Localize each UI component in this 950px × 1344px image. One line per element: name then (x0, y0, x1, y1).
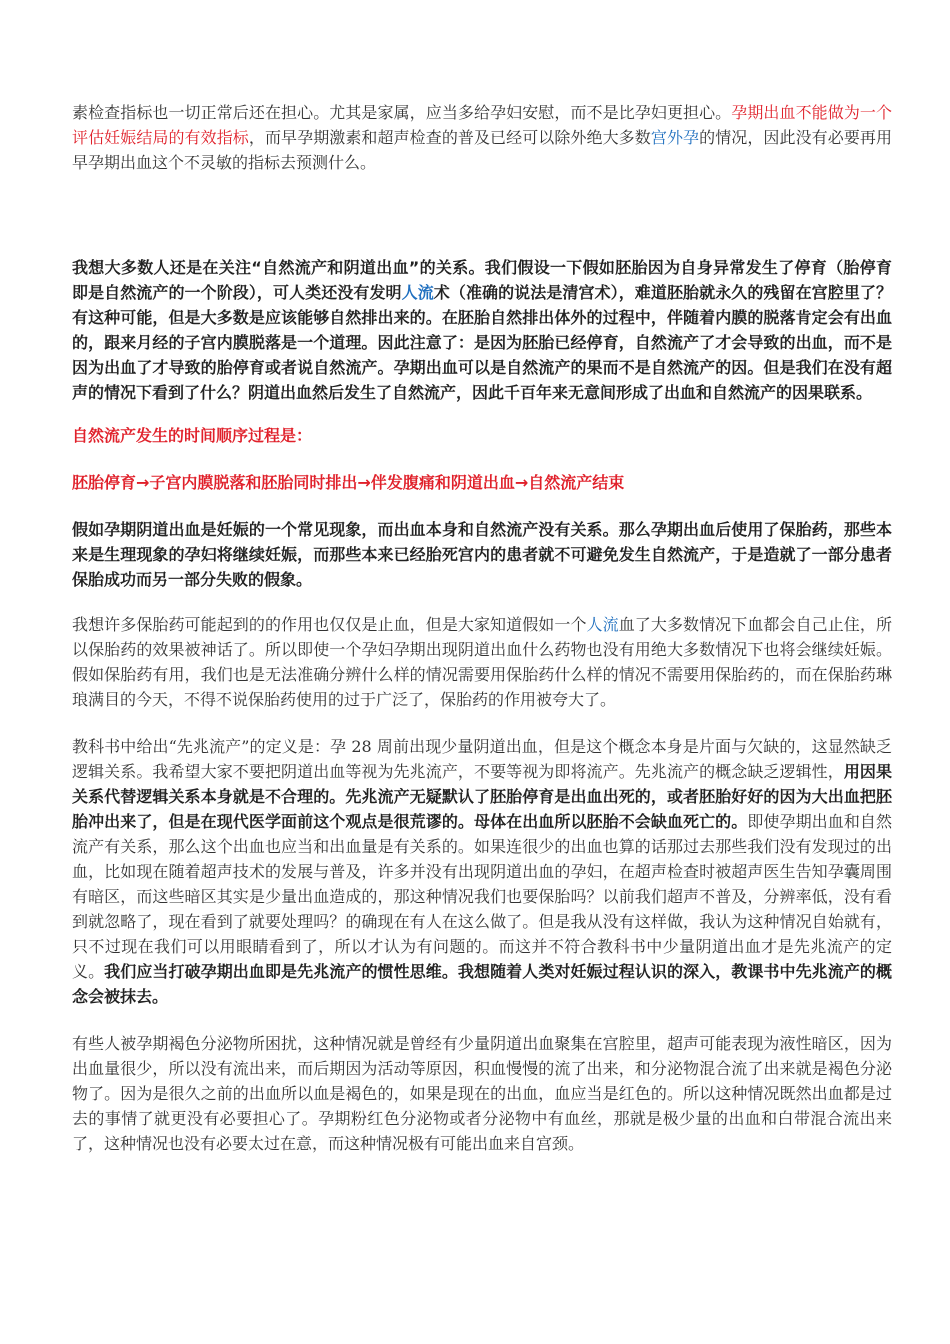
text-span: 血了大多数情况下血都会自己止住，所以保胎药的效果被神话了。所以即使一个孕妇孕期出现阴道出血什么药物也没有用绝大多数情况下也将会继续妊娠。假如保胎药有用，我们也是无法准确分辨什么样的情况需要用保胎药什么样的情况不需要用保胎药的，而在保胎药琳琅满目的今天，不得不说保胎药使用的过于广泛了，保胎药的作用被夸大了。 (72, 615, 892, 709)
paragraph-bleeding-relationship (72, 255, 892, 405)
text-span: 我想大多数人还是在关注“自然流产和阴道出血”的关系。我们假设一下假如胚胎因为自身异常发生了停育（胎停育即是自然流产的一个阶段），可人类还没有发明 (72, 258, 892, 302)
text-span: 即使孕期出血和自然流产有关系，那么这个出血也应当和出血量是有关系的。如果连很少的出血也算的话那过去那些我们没有发现过的出血，比如现在随着超声技术的发展与普及，许多并没有出现阴道出血的孕妇，在超声检查时被超声医生告知孕囊周围有暗区，而这些暗区其实是少量出血造成的，那这种情况我们也要保胎吗？以前我们超声不普及，分辨率低，没有看到就忽略了，现在看到了就要处理吗？的确现在有人在这么做了。但是我从没有这样做，我认为这种情况自始就有，只不过现在我们可以用眼睛看到了，所以才认为有问题的。而这并不符合教科书中少量阴道出血才是先兆流产的定义。 (72, 812, 892, 981)
text-span: 术（准确的说法是清宫术），难道胚胎就永久的残留在宫腔里了？有这种可能，但是大多数是应该能够自然排出来的。在胚胎自然排出体外的过程中，伴随着内膜的脱落肯定会有出血的，跟来月经的子宫内膜脱落是一个道理。因此注意了：是因为胚胎已经停育，自然流产了才会导致的出血，而不是因为出血了才导致的胎停育或者说自然流产。孕期出血可以是自然流产的果而不是自然流产的因。但是我们在没有超声的情况下看到了什么？阴道出血然后发生了自然流产，因此千百年来无意间形成了出血和自然流产的因果联系。 (72, 283, 892, 402)
text-span: 的情况，因此没有必要再用早孕期出血这个不灵敏的指标去预测什么。 (72, 128, 892, 172)
red-highlight: 孕期出血不能做为一个评估妊娠结局的有效指标 (72, 103, 892, 147)
text-span: 教科书中给出“先兆流产”的定义是：孕 28 周前出现少量阴道出血，但是这个概念本身是片面与欠缺的，这显然缺乏逻辑关系。我希望大家不要把阴道出血等视为先兆流产，不要等视为即将流产。先兆流产的概念缺乏逻辑性， (72, 737, 892, 781)
paragraph-brown-discharge: 有些人被孕期褐色分泌物所困扰，这种情况就是曾经有少量阴道出血聚集在宫腔里，超声可能表现为液性暗区，因为出血量很少，所以没有流出来，而后期因为活动等原因，积血慢慢的流了出来，和分泌物混合流了出来就是褐色分泌物了。因为是很久之前的出血所以血是褐色的，如果是现在的出血，血应当是红色的。所以这种情况既然出血都是过去的事情了就更没有必要担心了。孕期粉红色分泌物或者分泌物中有血丝，那就是极少量的出血和白带混合流出来了，这种情况也没有必要太过在意，而这种情况极有可能出血来自宫颈。 (72, 1034, 892, 1153)
paragraph-intro (72, 100, 892, 175)
link-abortion[interactable]: 人流 (401, 283, 434, 302)
document-body (72, 100, 892, 1176)
paragraph-textbook-definition (72, 734, 892, 1009)
bold-span: 我们应当打破孕期出血即是先兆流产的惯性思维。我想随着人类对妊娠过程认识的深入，教课书中先兆流产的概念会被抹去。 (72, 962, 892, 1006)
text-span: 素检查指标也一切正常后还在担心。尤其是家属，应当多给孕妇安慰，而不是比孕妇更担心。 (72, 103, 732, 122)
text-span: ，而早孕期激素和超声检查的普及已经可以除外绝大多数 (248, 128, 651, 147)
red-heading-sequence: 自然流产发生的时间顺序过程是： (72, 426, 313, 445)
red-heading-process: 胚胎停育→子宫内膜脱落和胚胎同时排出→伴发腹痛和阴道出血→自然流产结束 (72, 473, 625, 492)
text-span: 我想许多保胎药可能起到的的作用也仅仅是止血，但是大家知道假如一个 (72, 615, 587, 634)
link-ectopic-pregnancy[interactable]: 宫外孕 (650, 128, 700, 147)
paragraph-medication (72, 612, 892, 712)
paragraph-false-impression: 假如孕期阴道出血是妊娠的一个常见现象，而出血本身和自然流产没有关系。那么孕期出血后使用了保胎药，那些本来是生理现象的孕妇将继续妊娠，而那些本来已经胎死宫内的患者就不可避免发生自然流产，于是造就了一部分患者保胎成功而另一部分失败的假象。 (72, 520, 892, 589)
bold-span: 用因果关系代替逻辑关系本身就是不合理的。先兆流产无疑默认了胚胎停育是出血出死的，或者胚胎好好的因为大出血把胚胎冲出来了，但是在现代医学面前这个观点是很荒谬的。母体在出血所以胚胎不会缺血死亡的。 (72, 762, 892, 831)
link-abortion-2[interactable]: 人流 (586, 615, 619, 634)
